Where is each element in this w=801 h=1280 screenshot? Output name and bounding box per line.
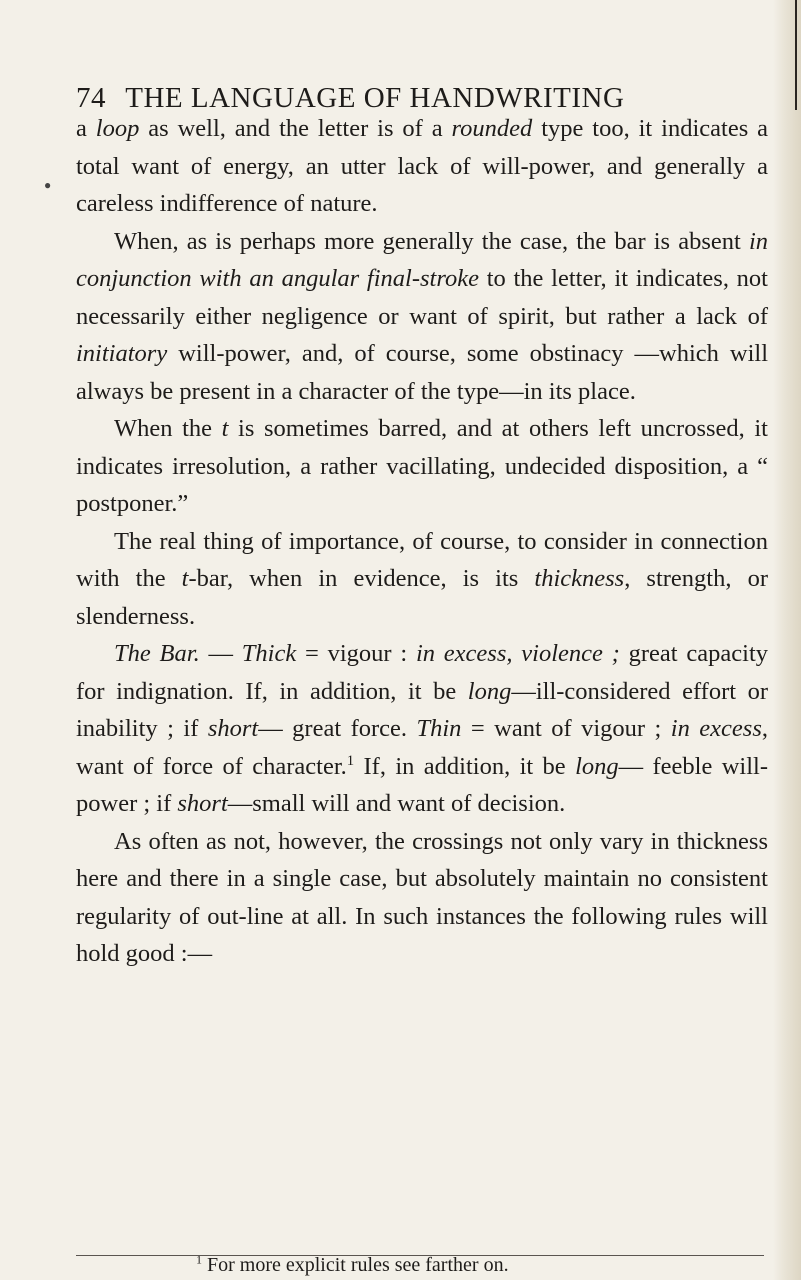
italic-text: in excess <box>670 715 762 742</box>
italic-text: t <box>221 415 229 442</box>
italic-text: Thin <box>416 715 462 742</box>
italic-text: in conjunction with an angular final-stroke <box>76 227 768 292</box>
italic-text: short <box>177 790 228 817</box>
text-run: , strength, or slenderness. <box>76 565 768 630</box>
italic-text: in excess, violence ; <box>415 640 620 667</box>
text-run: —ill-considered effort or inability ; if <box>76 677 769 742</box>
text-run: When the <box>114 415 222 442</box>
italic-text: thickness <box>534 565 625 592</box>
footnote-text: For more explicit rules see farther on. <box>207 1254 509 1276</box>
text-run: — <box>199 640 242 667</box>
text-run: If, in addition, it be <box>354 752 576 780</box>
text-run: a <box>76 115 96 142</box>
margin-mark: ● <box>44 178 52 192</box>
paragraph <box>76 523 768 636</box>
text-run: is sometimes barred, and at others left uncrossed, it indicates irresolution, a rather vacillating, undecided disposition, a “ postponer.” <box>76 415 768 517</box>
page-edge-line <box>795 0 797 110</box>
italic-text: long <box>467 677 512 705</box>
text-run: , want of force of character. <box>76 715 769 780</box>
text-run: —small will and want of decision. <box>227 790 566 817</box>
italic-text: rounded <box>451 115 533 142</box>
page-edge-shadow <box>773 0 801 1280</box>
text-run: great capacity for indignation. If, in addition, it be <box>76 640 769 705</box>
italic-text: The Bar. <box>114 640 200 667</box>
text-run: to the letter, it indicates, not necessarily either negligence or want of spirit, but rather a lack of <box>76 265 768 330</box>
text-run: As often as not, however, the crossings not only vary in thickness here and there in a single case, but absolutely maintain no consistent regularity of out-line at all. In such instances the following rules will hold good :— <box>76 827 768 967</box>
footnote-marker: 1 <box>196 1252 202 1267</box>
footnote <box>196 1252 509 1278</box>
text-run: will-power, and, of course, some obstinacy —which will always be present in a character of the type—in its place. <box>76 340 768 405</box>
italic-text: initiatory <box>76 340 168 367</box>
paragraph <box>76 110 768 223</box>
italic-text: short <box>207 715 259 742</box>
text-run: type too, it indicates a total want of energy, an utter lack of will-power, and generally a careless indifference of nature. <box>76 115 769 217</box>
text-run: — great force. <box>258 715 417 742</box>
italic-text: Thick <box>241 640 297 667</box>
text-run: = vigour : <box>296 640 416 667</box>
paragraph <box>76 823 768 973</box>
text-run: The real thing of importance, of course, to consider in connection with the <box>76 527 768 592</box>
italic-text: loop <box>95 115 140 142</box>
paragraph <box>76 635 768 823</box>
text-run: as well, and the letter is of a <box>139 115 452 142</box>
text-run: When, as is perhaps more generally the case, the bar is absent <box>114 227 749 255</box>
page-number: 74 <box>76 82 106 114</box>
italic-text: t <box>181 565 189 592</box>
running-title: THE LANGUAGE OF HANDWRITING <box>125 82 625 114</box>
body-text <box>76 110 768 973</box>
text-run: = want of vigour ; <box>461 715 671 742</box>
footnote-reference: 1 <box>346 752 355 769</box>
paragraph <box>76 410 768 523</box>
paragraph <box>76 223 768 411</box>
text-run: -bar, when in evidence, is its <box>188 565 535 592</box>
text-run: — feeble will-power ; if <box>76 752 768 817</box>
italic-text: long <box>575 752 619 780</box>
